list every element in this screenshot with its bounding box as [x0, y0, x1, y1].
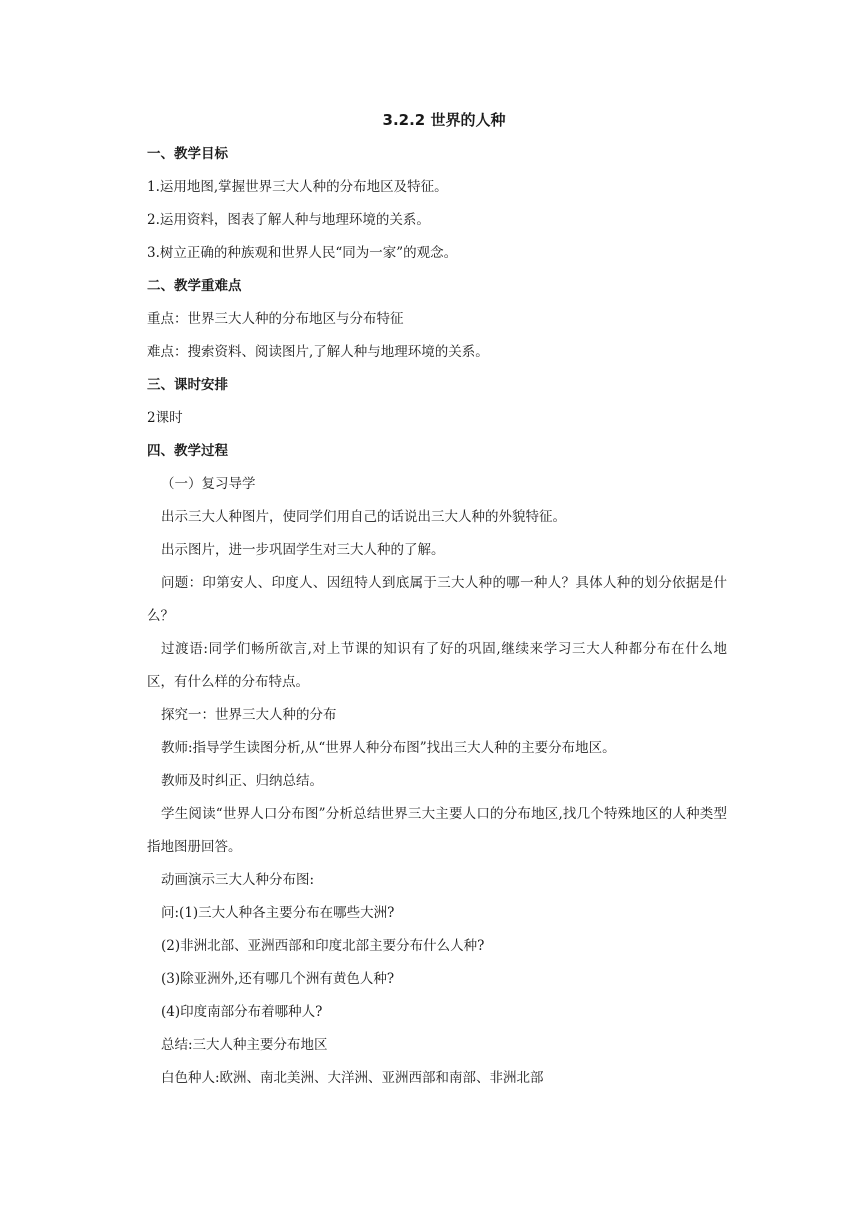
section-heading-objectives: 一、教学目标 [147, 146, 228, 162]
section-heading-process: 四、教学过程 [147, 443, 228, 459]
process-question: (3)除亚洲外,还有哪几个洲有黄色人种? [161, 971, 395, 987]
section-heading-key-points: 二、教学重难点 [147, 278, 242, 294]
document-title: 3.2.2 世界的人种 [382, 111, 506, 129]
process-paragraph: 教师:指导学生读图分析,从“世界人种分布图”找出三大人种的主要分布地区。 [161, 740, 616, 756]
process-paragraph: 出示三大人种图片，使同学们用自己的话说出三大人种的外貌特征。 [161, 509, 566, 525]
process-paragraph-question: 问题：印第安人、印度人、因纽特人到底属于三大人种的哪一种人？具体人种的划分依据是什么？ [147, 575, 727, 624]
schedule-item: 2课时 [147, 410, 183, 426]
process-summary-item: 白色种人:欧洲、南北美洲、大洋洲、亚洲西部和南部、非洲北部 [161, 1070, 544, 1086]
process-question: (2)非洲北部、亚洲西部和印度北部主要分布什么人种? [161, 938, 485, 954]
process-paragraph: 教师及时纠正、归纳总结。 [161, 773, 323, 789]
process-question: 问:(1)三大人种各主要分布在哪些大洲? [161, 905, 395, 921]
section-heading-schedule: 三、课时安排 [147, 377, 228, 393]
objective-item-2: 2.运用资料，图表了解人种与地理环境的关系。 [147, 212, 430, 228]
process-paragraph: 动画演示三大人种分布图: [161, 872, 315, 888]
objective-item-1: 1.运用地图,掌握世界三大人种的分布地区及特征。 [147, 179, 448, 195]
process-summary: 总结:三大人种主要分布地区 [161, 1037, 328, 1053]
document-body [147, 110, 727, 1101]
process-paragraph-transition: 过渡语:同学们畅所欲言,对上节课的知识有了好的巩固,继续来学习三大人种都分布在什么地区，有什么样的分布特点。 [147, 641, 727, 690]
process-paragraph: 学生阅读“世界人口分布图”分析总结世界三大主要人口的分布地区,找几个特殊地区的人种类型指地图册回答。 [147, 806, 727, 855]
difficult-point-item: 难点：搜索资料、阅读图片,了解人种与地理环境的关系。 [147, 344, 489, 360]
process-subheading-explore: 探究一：世界三大人种的分布 [161, 707, 337, 723]
process-paragraph: 出示图片，进一步巩固学生对三大人种的了解。 [161, 542, 445, 558]
key-point-item: 重点：世界三大人种的分布地区与分布特征 [147, 311, 404, 327]
process-question: (4)印度南部分布着哪种人? [161, 1004, 323, 1020]
objective-item-3: 3.树立正确的种族观和世界人民“同为一家”的观念。 [147, 245, 458, 261]
process-subheading-review: （一）复习导学 [161, 476, 256, 492]
